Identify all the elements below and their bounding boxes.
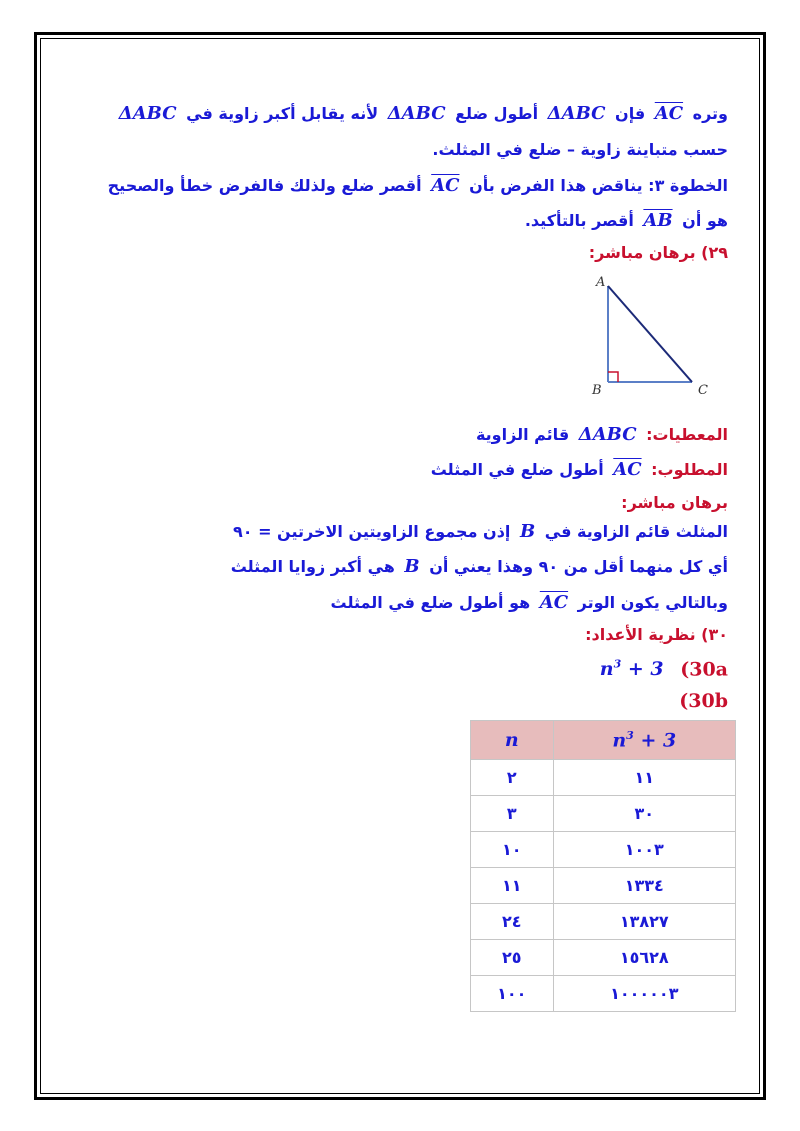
segment-ac: $\overline{AC}$ [654, 103, 684, 124]
side-ac [608, 286, 692, 382]
header-expr-exponent: 3 [626, 728, 634, 742]
header-expr-base: n [612, 729, 627, 752]
triangle-abc-symbol: ΔABC [387, 103, 446, 124]
paragraph-line-1 [115, 103, 728, 125]
right-triangle-diagram [588, 272, 718, 398]
text-fragment: أطول ضلع [455, 104, 539, 123]
given-text: قائم الزاوية [475, 425, 570, 444]
cell-n: ٣ [471, 796, 554, 832]
text-fragment: هو أطول ضلع في المثلث [330, 593, 531, 612]
expr-rest: + 3 [621, 658, 664, 681]
header-n-cubed-plus-3 [553, 721, 735, 760]
triangle-abc-symbol: ΔABC [547, 103, 606, 124]
cell-value: ١٠٠٠٠٠٣ [553, 976, 735, 1012]
cell-n: ١٠٠ [471, 976, 554, 1012]
values-table [470, 720, 736, 1012]
cell-n: ٢٤ [471, 904, 554, 940]
expression-n-cubed-plus-3 [600, 658, 664, 680]
required-line [431, 459, 728, 481]
table-row [471, 976, 736, 1012]
paragraph-line-2: حسب متباينة زاوية – ضلع في المثلث. [432, 140, 728, 159]
cell-value: ١٥٦٢٨ [553, 940, 735, 976]
proof-line-2 [231, 556, 728, 578]
text-fragment: الخطوة ٣: يناقض هذا الفرض بأن [469, 176, 728, 195]
vertex-a-label: A [596, 275, 606, 290]
triangle-abc-symbol: ΔABC [118, 103, 177, 124]
paragraph-line-4 [525, 210, 728, 232]
table-header-row [471, 721, 736, 760]
cell-value: ٣٠ [553, 796, 735, 832]
table-row [471, 832, 736, 868]
required-text: أطول ضلع في المثلث [430, 460, 604, 479]
required-label: المطلوب: [651, 460, 728, 479]
text-fragment: فإن [615, 104, 646, 123]
triangle-abc-symbol: ΔABC [578, 424, 637, 445]
vertex-b-symbol: B [519, 521, 536, 542]
text-fragment: هو أن [682, 211, 728, 230]
table-row [471, 868, 736, 904]
given-line [476, 424, 728, 446]
header-n: n [471, 721, 554, 760]
text-fragment: إذن مجموع الزاويتين الاخرتين = ٩٠ [232, 522, 511, 541]
segment-ac: $\overline{AC}$ [431, 175, 460, 196]
text-fragment: هي أكبر زوايا المثلث [230, 557, 395, 576]
cell-n: ٢ [471, 760, 554, 796]
paragraph-line-3 [108, 175, 728, 197]
table-row [471, 940, 736, 976]
segment-ac: $\overline{AC}$ [539, 592, 569, 613]
part-30a-label: (30a [680, 658, 728, 681]
text-fragment: أي كل منهما أقل من ٩٠ وهذا يعني أن [429, 557, 728, 576]
proof-line-3 [331, 592, 728, 614]
vertex-c-label: C [698, 383, 708, 398]
vertex-b-symbol: B [404, 556, 420, 577]
cell-value: ١٠٠٣ [553, 832, 735, 868]
text-fragment: أقصر ضلع ولذلك فالفرض خطأ والصحيح [107, 176, 422, 195]
text-fragment: لأنه يقابل أكبر زاوية في [186, 104, 379, 123]
cell-value: ١٣٣٤ [553, 868, 735, 904]
section-29-title: ٢٩) برهان مباشر: [588, 243, 728, 262]
text-fragment: وبالتالي يكون الوتر [577, 593, 728, 612]
proof-line-1 [233, 521, 728, 543]
proof-title: برهان مباشر: [621, 493, 728, 512]
section-30-title: ٣٠) نظرية الأعداد: [585, 625, 728, 644]
segment-ab: $\overline{AB}$ [643, 210, 673, 231]
part-30b-label: (30b [679, 690, 728, 712]
header-expr-rest: + 3 [633, 729, 677, 752]
table-row [471, 904, 736, 940]
segment-ac: $\overline{AC}$ [613, 459, 642, 480]
text-fragment: المثلث قائم الزاوية في [544, 522, 728, 541]
expr-base: n [599, 658, 614, 681]
cell-n: ١٠ [471, 832, 554, 868]
vertex-b-label: B [592, 383, 602, 398]
cell-value: ١١ [553, 760, 735, 796]
cell-n: ٢٥ [471, 940, 554, 976]
text-fragment: أقصر بالتأكيد. [524, 211, 634, 230]
cell-value: ١٣٨٢٧ [553, 904, 735, 940]
expr-exponent: 3 [613, 658, 622, 671]
cell-n: ١١ [471, 868, 554, 904]
part-30b [679, 690, 728, 712]
part-30a [600, 658, 728, 680]
given-label: المعطيات: [646, 425, 728, 444]
table-row [471, 760, 736, 796]
table-row [471, 796, 736, 832]
text-fragment: وتره [692, 104, 728, 123]
right-angle-mark [608, 372, 618, 382]
